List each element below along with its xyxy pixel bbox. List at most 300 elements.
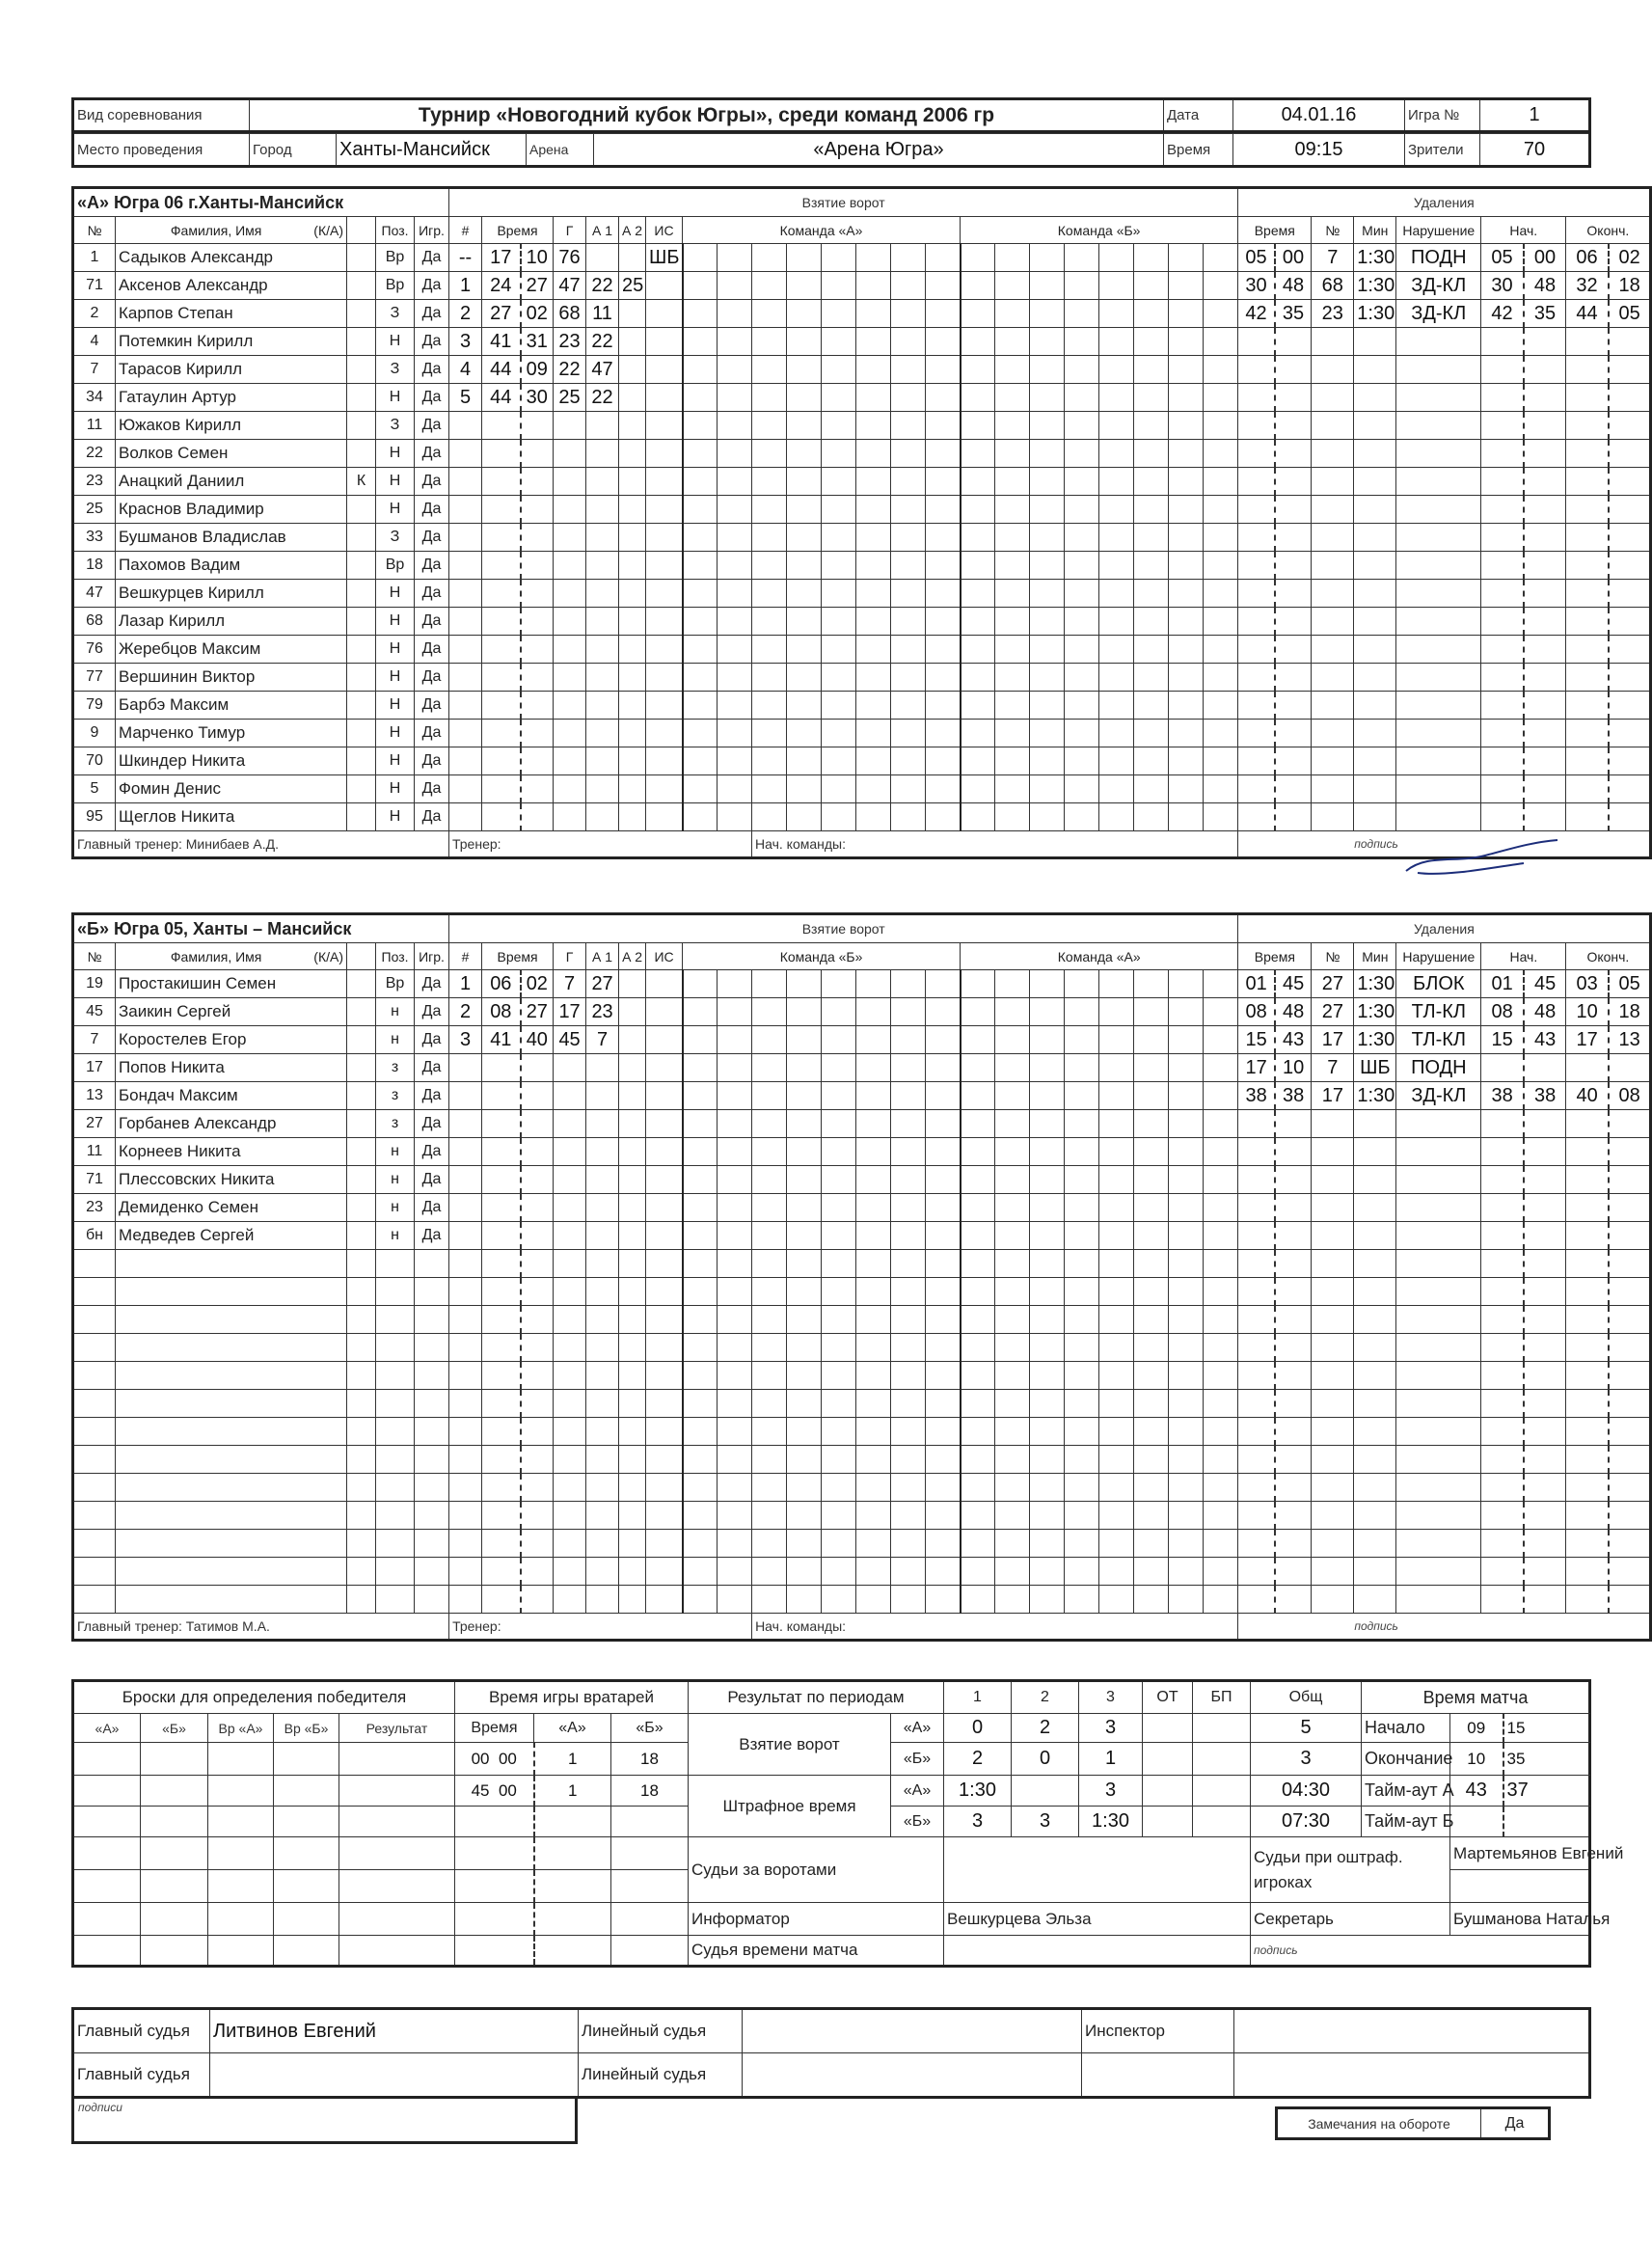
team-grid-cell [995, 664, 1030, 692]
pen-start-s: 00 [1524, 244, 1566, 272]
team-grid-cell [926, 384, 961, 412]
pen-min-time [1238, 1502, 1275, 1530]
team-grid-cell [856, 636, 891, 664]
penalty-judge-value: Мартемьянов Евгений [1450, 1837, 1590, 1870]
period-pen-b-2: 3 [1012, 1807, 1079, 1837]
goal-scorer [554, 1110, 586, 1138]
goal-no [449, 1082, 482, 1110]
team-grid-cell [683, 440, 718, 468]
goal-is [646, 440, 683, 468]
player-played: Да [415, 1166, 449, 1194]
pen-end-m [1566, 1446, 1609, 1474]
period-goal-b-3: 1 [1079, 1743, 1143, 1776]
goal-a2 [619, 1026, 646, 1054]
team-grid-cell [718, 692, 752, 720]
team-grid-cell [1134, 803, 1169, 831]
team-grid-cell [822, 636, 856, 664]
penalties-section-title: Удаления [1238, 188, 1651, 217]
team-grid-cell [718, 244, 752, 272]
team-grid-cell [961, 552, 995, 580]
pen-min-time [1238, 1586, 1275, 1614]
team-grid-cell [752, 356, 787, 384]
team-grid-cell [1099, 720, 1134, 747]
shootout-cell [141, 1776, 208, 1807]
pen-start-s [1524, 692, 1566, 720]
pen-minutes: 1:30 [1354, 1026, 1396, 1054]
team-grid-cell [787, 1194, 822, 1222]
shootout-cell [73, 1936, 141, 1967]
player-pos [376, 1586, 415, 1614]
goal-no [449, 1334, 482, 1362]
team-grid-cell [995, 1082, 1030, 1110]
player-row [73, 608, 1651, 636]
timekeeper-label: Судья времени матча [689, 1936, 944, 1967]
team-grid-cell [718, 524, 752, 552]
team-grid-cell [856, 440, 891, 468]
team-grid-cell [1134, 747, 1169, 775]
team-grid-cell [1099, 412, 1134, 440]
period-pen-b-bp [1193, 1807, 1251, 1837]
pen-violation: ПОДН [1396, 244, 1481, 272]
remarks-box [1275, 2106, 1551, 2140]
goal-a2 [619, 356, 646, 384]
team-grid-cell [718, 1222, 752, 1250]
player-name: Медведев Сергей [116, 1222, 347, 1250]
goal-a2 [619, 328, 646, 356]
player-played: Да [415, 524, 449, 552]
pen-min-time [1238, 1166, 1275, 1194]
goal-is [646, 356, 683, 384]
arena-label: Арена [527, 134, 594, 167]
team-grid-cell [1030, 552, 1065, 580]
team-grid-cell [926, 998, 961, 1026]
pen-min-time [1238, 356, 1275, 384]
team-grid-cell [822, 524, 856, 552]
team-grid-cell [1065, 496, 1099, 524]
team-grid-cell [718, 1530, 752, 1558]
goal-a1 [586, 1474, 619, 1502]
team-grid-cell [891, 664, 926, 692]
team-grid-cell [1065, 300, 1099, 328]
pen-start-s [1524, 356, 1566, 384]
player-name: Демиденко Семен [116, 1194, 347, 1222]
col-team-2: Команда «Б» [961, 217, 1238, 244]
player-ka [347, 1082, 376, 1110]
referees-block [71, 2007, 1591, 2099]
team-grid-cell [1065, 1502, 1099, 1530]
pen-start-m: 15 [1481, 1026, 1524, 1054]
goal-scorer [554, 440, 586, 468]
shootout-cell [208, 1743, 274, 1776]
pen-player-no [1312, 636, 1354, 664]
goal-sec: 27 [521, 998, 554, 1026]
player-ka [347, 412, 376, 440]
team-grid-cell [718, 775, 752, 803]
pen-violation [1396, 384, 1481, 412]
goal-sec: 10 [521, 244, 554, 272]
pen-end-m [1566, 580, 1609, 608]
team-grid-cell [926, 1418, 961, 1446]
team-grid-cell [1099, 747, 1134, 775]
team-grid-cell [926, 1446, 961, 1474]
player-no: 11 [73, 1138, 116, 1166]
player-row [73, 1362, 1651, 1390]
pen-min-time [1238, 747, 1275, 775]
team-grid-cell [1134, 1082, 1169, 1110]
team-grid-cell [1204, 636, 1238, 664]
col-team-2: Команда «А» [961, 943, 1238, 970]
pen-end-s [1609, 1194, 1651, 1222]
player-played: Да [415, 720, 449, 747]
goal-scorer [554, 1082, 586, 1110]
pen-start-m [1481, 440, 1524, 468]
team-grid-cell [995, 524, 1030, 552]
team-grid-cell [683, 384, 718, 412]
team-grid-cell [1169, 1446, 1204, 1474]
goal-scorer [554, 720, 586, 747]
goal-min [482, 1194, 521, 1222]
pen-violation [1396, 1474, 1481, 1502]
goal-scorer [554, 608, 586, 636]
goalie-cell [534, 1936, 611, 1967]
player-played: Да [415, 1110, 449, 1138]
pen-minutes: 1:30 [1354, 272, 1396, 300]
team-grid-cell [787, 552, 822, 580]
player-name: Анацкий Даниил [116, 468, 347, 496]
shootout-cell [208, 1870, 274, 1903]
team-grid-cell [856, 524, 891, 552]
pen-sec-time [1275, 580, 1312, 608]
team-grid-cell [1134, 1278, 1169, 1306]
player-name [116, 1530, 347, 1558]
team-grid-cell [1030, 384, 1065, 412]
pen-end-m [1566, 1110, 1609, 1138]
goal-no [449, 1474, 482, 1502]
player-no: 7 [73, 356, 116, 384]
team-grid-cell [787, 998, 822, 1026]
team-grid-cell [856, 1166, 891, 1194]
team-grid-cell [926, 1278, 961, 1306]
team-grid-cell [961, 356, 995, 384]
player-played [415, 1362, 449, 1390]
team-grid-cell [891, 1222, 926, 1250]
pen-start-m [1481, 747, 1524, 775]
signatures-box [71, 2099, 578, 2144]
player-pos: Н [376, 747, 415, 775]
goal-sec [521, 775, 554, 803]
team-grid-cell [1204, 580, 1238, 608]
team-grid-cell [1030, 1026, 1065, 1054]
pen-start-m [1481, 664, 1524, 692]
team-grid-cell [1030, 608, 1065, 636]
goalie-row-2-a: 1 [534, 1776, 611, 1807]
player-pos: Н [376, 803, 415, 831]
goal-min: 17 [482, 244, 521, 272]
team-grid-cell [1030, 524, 1065, 552]
goal-is [646, 1474, 683, 1502]
team-grid-cell [752, 384, 787, 412]
pen-end-s [1609, 580, 1651, 608]
goal-no [449, 1446, 482, 1474]
pen-start-s [1524, 747, 1566, 775]
goalie-cell [534, 1903, 611, 1936]
player-pos [376, 1362, 415, 1390]
team-grid-cell [683, 1082, 718, 1110]
goal-no [449, 1418, 482, 1446]
col-team-1: Команда «А» [683, 217, 961, 244]
pen-player-no [1312, 1390, 1354, 1418]
team-grid-cell [1065, 524, 1099, 552]
pen-player-no [1312, 664, 1354, 692]
player-ka [347, 636, 376, 664]
team-grid-cell [961, 272, 995, 300]
pen-player-no [1312, 1166, 1354, 1194]
goal-a1 [586, 1502, 619, 1530]
pen-minutes [1354, 747, 1396, 775]
goal-scorer [554, 1418, 586, 1446]
goal-min [482, 664, 521, 692]
goal-scorer [554, 1166, 586, 1194]
goalie-row-2-m: 45 [471, 1780, 490, 1800]
pen-end-m [1566, 1194, 1609, 1222]
team-grid-cell [718, 803, 752, 831]
team-grid-cell [752, 1194, 787, 1222]
team-grid-cell [752, 1390, 787, 1418]
team-grid-cell [891, 1334, 926, 1362]
team-grid-cell [752, 1306, 787, 1334]
team-grid-cell [752, 328, 787, 356]
team-grid-cell [1204, 1530, 1238, 1558]
player-no [73, 1586, 116, 1614]
goal-no: 2 [449, 998, 482, 1026]
player-name: Марченко Тимур [116, 720, 347, 747]
team-grid-cell [683, 998, 718, 1026]
player-name: Вершинин Виктор [116, 664, 347, 692]
team-grid-cell [683, 775, 718, 803]
goal-is [646, 1446, 683, 1474]
team-grid-cell [822, 970, 856, 998]
player-pos: Н [376, 440, 415, 468]
shootout-cell [274, 1837, 339, 1870]
goalie-cell [611, 1936, 689, 1967]
team-grid-cell [1204, 1502, 1238, 1530]
pen-start-s [1524, 440, 1566, 468]
player-row [73, 1194, 1651, 1222]
team-grid-cell [856, 1446, 891, 1474]
team-grid-cell [752, 1530, 787, 1558]
team-grid-cell [1134, 1250, 1169, 1278]
team-grid-cell [787, 692, 822, 720]
goal-sec [521, 496, 554, 524]
team-grid-cell [926, 803, 961, 831]
pen-end-m [1566, 440, 1609, 468]
pen-sec-time [1275, 1502, 1312, 1530]
goal-sec: 30 [521, 384, 554, 412]
period-pen-b-total: 07:30 [1251, 1807, 1362, 1837]
team-grid-cell [891, 1054, 926, 1082]
team-grid-cell [1030, 1474, 1065, 1502]
team-grid-cell [891, 1446, 926, 1474]
goal-a1 [586, 1194, 619, 1222]
goal-no [449, 664, 482, 692]
team-grid-cell [961, 412, 995, 440]
player-name [116, 1586, 347, 1614]
team-grid-cell [1134, 1306, 1169, 1334]
team-grid-cell [683, 300, 718, 328]
player-ka [347, 1362, 376, 1390]
pen-end-s [1609, 608, 1651, 636]
goal-sec [521, 468, 554, 496]
goal-no: 4 [449, 356, 482, 384]
team-grid-cell [1099, 496, 1134, 524]
goal-sec [521, 1502, 554, 1530]
team-grid-cell [926, 272, 961, 300]
team-grid-cell [1065, 1446, 1099, 1474]
period-pen-a-1: 1:30 [944, 1776, 1012, 1807]
team-grid-cell [752, 440, 787, 468]
team-grid-cell [961, 328, 995, 356]
team-grid-cell [1169, 1110, 1204, 1138]
team-grid-cell [856, 496, 891, 524]
goal-no: 5 [449, 384, 482, 412]
shootout-cell [141, 1870, 208, 1903]
goalie-cell [611, 1807, 689, 1837]
team-grid-cell [1099, 1026, 1134, 1054]
player-played: Да [415, 496, 449, 524]
pen-end-m [1566, 1306, 1609, 1334]
player-row [73, 970, 1651, 998]
team-grid-cell [856, 272, 891, 300]
player-row [73, 496, 1651, 524]
team-grid-cell [995, 356, 1030, 384]
pen-violation [1396, 664, 1481, 692]
pen-sec-time [1275, 636, 1312, 664]
pen-end-m [1566, 524, 1609, 552]
shootout-col-b: «Б» [141, 1714, 208, 1743]
player-row [73, 1138, 1651, 1166]
player-ka [347, 244, 376, 272]
team-grid-cell [891, 636, 926, 664]
player-pos: н [376, 1026, 415, 1054]
player-row [73, 1250, 1651, 1278]
pen-end-m: 44 [1566, 300, 1609, 328]
team-grid-cell [1065, 384, 1099, 412]
player-pos: З [376, 300, 415, 328]
pen-end-s [1609, 692, 1651, 720]
team-grid-cell [718, 300, 752, 328]
team-grid-cell [891, 300, 926, 328]
pen-sec-time [1275, 412, 1312, 440]
shootout-cell [141, 1837, 208, 1870]
pen-end-m [1566, 747, 1609, 775]
head-coach [73, 1614, 449, 1641]
team-grid-cell [1099, 1446, 1134, 1474]
goalie-row-1-a: 1 [534, 1743, 611, 1776]
goal-a1 [586, 1166, 619, 1194]
col-pen-time: Время [1238, 943, 1312, 970]
player-no: 1 [73, 244, 116, 272]
goal-no [449, 1586, 482, 1614]
player-name [116, 1418, 347, 1446]
player-row [73, 998, 1651, 1026]
team-grid-cell [1099, 384, 1134, 412]
team-grid-cell [891, 803, 926, 831]
goal-is [646, 1138, 683, 1166]
shootout-cell [274, 1743, 339, 1776]
team-grid-cell [787, 1446, 822, 1474]
player-no: 19 [73, 970, 116, 998]
pen-start-s [1524, 496, 1566, 524]
player-played [415, 1390, 449, 1418]
team-grid-cell [822, 1418, 856, 1446]
pen-player-no [1312, 1362, 1354, 1390]
player-played: Да [415, 1026, 449, 1054]
pen-sec-time: 43 [1275, 1026, 1312, 1054]
team-grid-cell [1065, 1558, 1099, 1586]
pen-end-s [1609, 328, 1651, 356]
player-row [73, 356, 1651, 384]
player-no: бн [73, 1222, 116, 1250]
team-grid-cell [787, 1306, 822, 1334]
col-goal-time: Время [482, 217, 554, 244]
goal-a2 [619, 1446, 646, 1474]
player-played: Да [415, 747, 449, 775]
team-grid-cell [752, 1222, 787, 1250]
team-grid-cell [718, 970, 752, 998]
team-grid-cell [1030, 1390, 1065, 1418]
goal-min: 27 [482, 300, 521, 328]
team-grid-cell [752, 1586, 787, 1614]
team-grid-cell [891, 552, 926, 580]
main-referee-value-2 [210, 2053, 579, 2098]
team-grid-cell [787, 1054, 822, 1082]
team-grid-cell [1099, 580, 1134, 608]
player-pos: Н [376, 692, 415, 720]
pen-start-m [1481, 803, 1524, 831]
team-grid-cell [926, 328, 961, 356]
team-grid-cell [1065, 636, 1099, 664]
goal-a2 [619, 524, 646, 552]
period-col-ot: ОТ [1143, 1681, 1193, 1714]
team-grid-cell [683, 1194, 718, 1222]
head-coach-value: Татимов М.А. [185, 1618, 270, 1634]
team-grid-cell [995, 496, 1030, 524]
pen-player-no [1312, 496, 1354, 524]
player-row [73, 412, 1651, 440]
goal-min [482, 1558, 521, 1586]
team-grid-cell [1204, 998, 1238, 1026]
goalie-cell [455, 1807, 534, 1837]
pen-start-m [1481, 1390, 1524, 1418]
pen-min-time [1238, 496, 1275, 524]
pen-player-no [1312, 1586, 1354, 1614]
period-pen-a-2 [1012, 1776, 1079, 1807]
team-grid-cell [822, 1026, 856, 1054]
player-row [73, 1446, 1651, 1474]
team-grid-cell [718, 496, 752, 524]
pen-minutes [1354, 1558, 1396, 1586]
team-grid-cell [752, 1166, 787, 1194]
pen-min-time: 38 [1238, 1082, 1275, 1110]
pen-minutes [1354, 636, 1396, 664]
shootout-cell [208, 1903, 274, 1936]
remarks-label: Замечания на обороте [1277, 2108, 1481, 2139]
team-grid-cell [718, 1502, 752, 1530]
team-grid-cell [787, 412, 822, 440]
team-grid-cell [752, 1082, 787, 1110]
goal-sec: 02 [521, 300, 554, 328]
pen-sec-time [1275, 552, 1312, 580]
